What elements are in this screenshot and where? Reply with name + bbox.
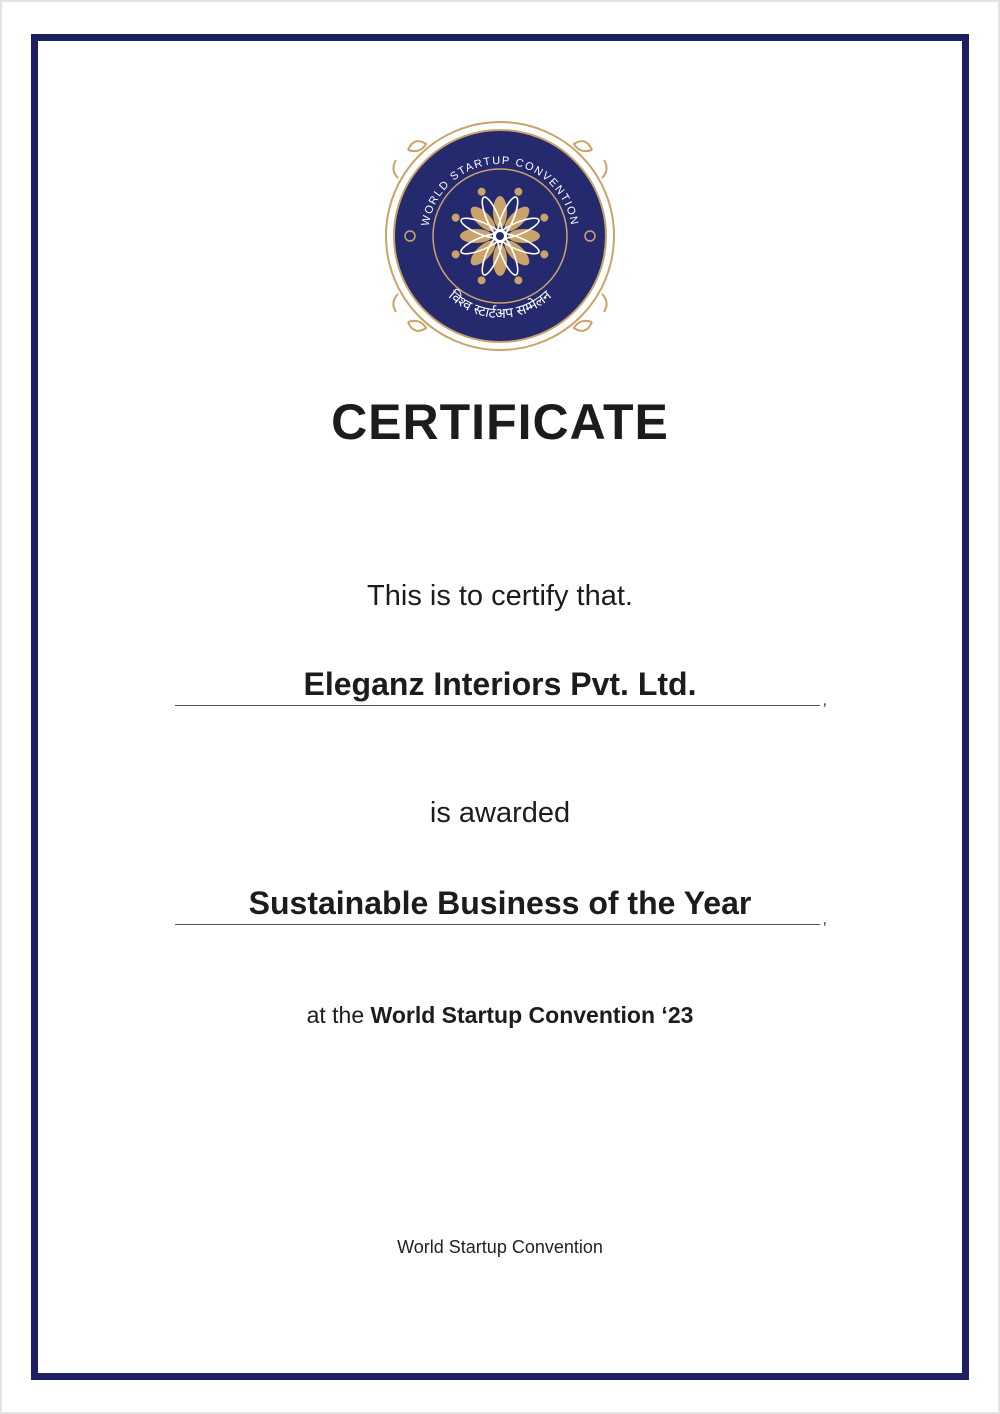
recipient-comma: , xyxy=(822,692,827,709)
recipient-underline xyxy=(175,705,820,706)
event-prefix: at the xyxy=(306,1002,365,1028)
world-startup-convention-seal xyxy=(380,120,620,352)
event-line xyxy=(0,1002,1000,1029)
certificate-title: CERTIFICATE xyxy=(331,394,669,450)
award-underline xyxy=(175,924,820,925)
recipient-name: Eleganz Interiors Pvt. Ltd. xyxy=(303,666,697,702)
award-title: Sustainable Business of the Year xyxy=(248,885,752,921)
recipient-field xyxy=(175,664,827,709)
seal-bottom-text: विश्व स्टार्टअप सम्मेलन xyxy=(445,287,555,323)
award-field xyxy=(175,883,827,928)
event-name: World Startup Convention ‘23 xyxy=(370,1002,694,1028)
awarded-text: is awarded xyxy=(429,797,571,829)
seal-top-text: WORLD STARTUP CONVENTION xyxy=(419,154,581,228)
footer-organizer: World Startup Convention xyxy=(397,1237,603,1257)
certify-intro: This is to certify that. xyxy=(367,580,633,612)
award-comma: , xyxy=(822,911,827,928)
